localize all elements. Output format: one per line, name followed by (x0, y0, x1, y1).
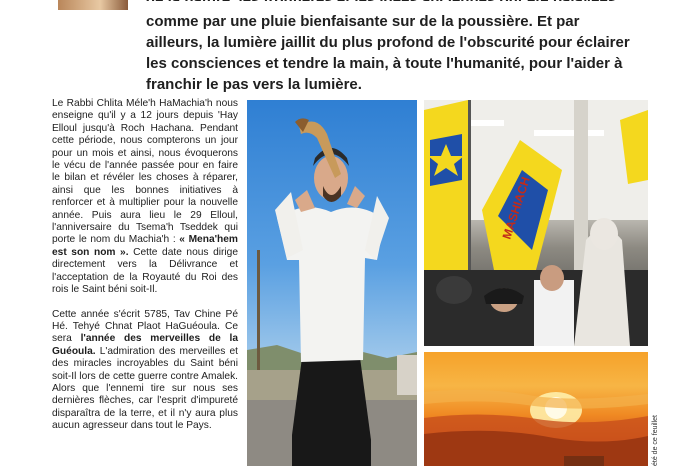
text-run: Cette date nous dirige directement vers la Délivrance et l'acceptation de la Royauté du Roi des rois le Saint béni soit-Il. (52, 246, 239, 296)
text-run: Le Rabbi Chlita Méle'h HaMachia'h nous enseigne qu'il y a 12 jours depuis 'Hay Elloul jusqu'à Roch Hachana. Pendant cette période, nous compterons un jour pour un mois et ainsi, nous évoquerons le vécu de l'année passée pour en faire le bilan et révéler les choses à réparer, ainsi que les bonnes initiatives à renforcer et à multiplier pour la nouvelle année. Puis aura lieu le 29 Elloul, l'anniversaire du Tsema'h Tseddek qui porte le nom du Machia'h : (52, 98, 238, 246)
headline-cut-line (146, 0, 646, 1)
sunset-photo (424, 352, 648, 466)
flags-crowd-photo (424, 100, 648, 346)
headline-line: comme par une pluie bienfaisante sur de la poussière. Et par (146, 13, 580, 30)
headline-line: ailleurs, la lumière jaillit du plus profond de l'obscurité pour éclairer (146, 34, 630, 51)
text-run: Cette année s'écrit 5785, Tav Chine Pé Hé. Tehyé Chnat Plaot HaGuéoula. Ce sera (52, 308, 238, 345)
vertical-side-note: été de ce feuillet (652, 415, 659, 466)
sunset-illustration (424, 352, 648, 466)
headline-line: les consciences et tendre la main, à toute l'humanité, pour l'aider à (146, 55, 623, 72)
bold-run: « Mena'hem est son nom ». (52, 234, 238, 258)
paragraph-1 (52, 98, 238, 297)
shofar-photo (247, 100, 417, 466)
flag-text: MASHIACH (499, 175, 533, 241)
paragraph-2 (52, 309, 238, 433)
text-run: L'admiration des merveilles et des miracles incroyables du Saint béni soit-Il lors de cette guerre contre Amalek. Alors que l'ennemi tire sur nous ses dernières flèches, car l'esprit d'impureté disparaîtra de la terre, et il n'y aura plus aucun agresseur dans tout le Pays. (52, 345, 238, 432)
bold-run: l'année des merveilles de la Guéoula. (52, 333, 238, 357)
shofar-illustration (247, 100, 417, 466)
article-column (52, 98, 238, 445)
headline-line: franchir le pas vers la lumière. (146, 76, 362, 93)
flags-illustration (424, 100, 648, 346)
previous-photo-edge (58, 0, 128, 10)
headline (146, 0, 646, 95)
